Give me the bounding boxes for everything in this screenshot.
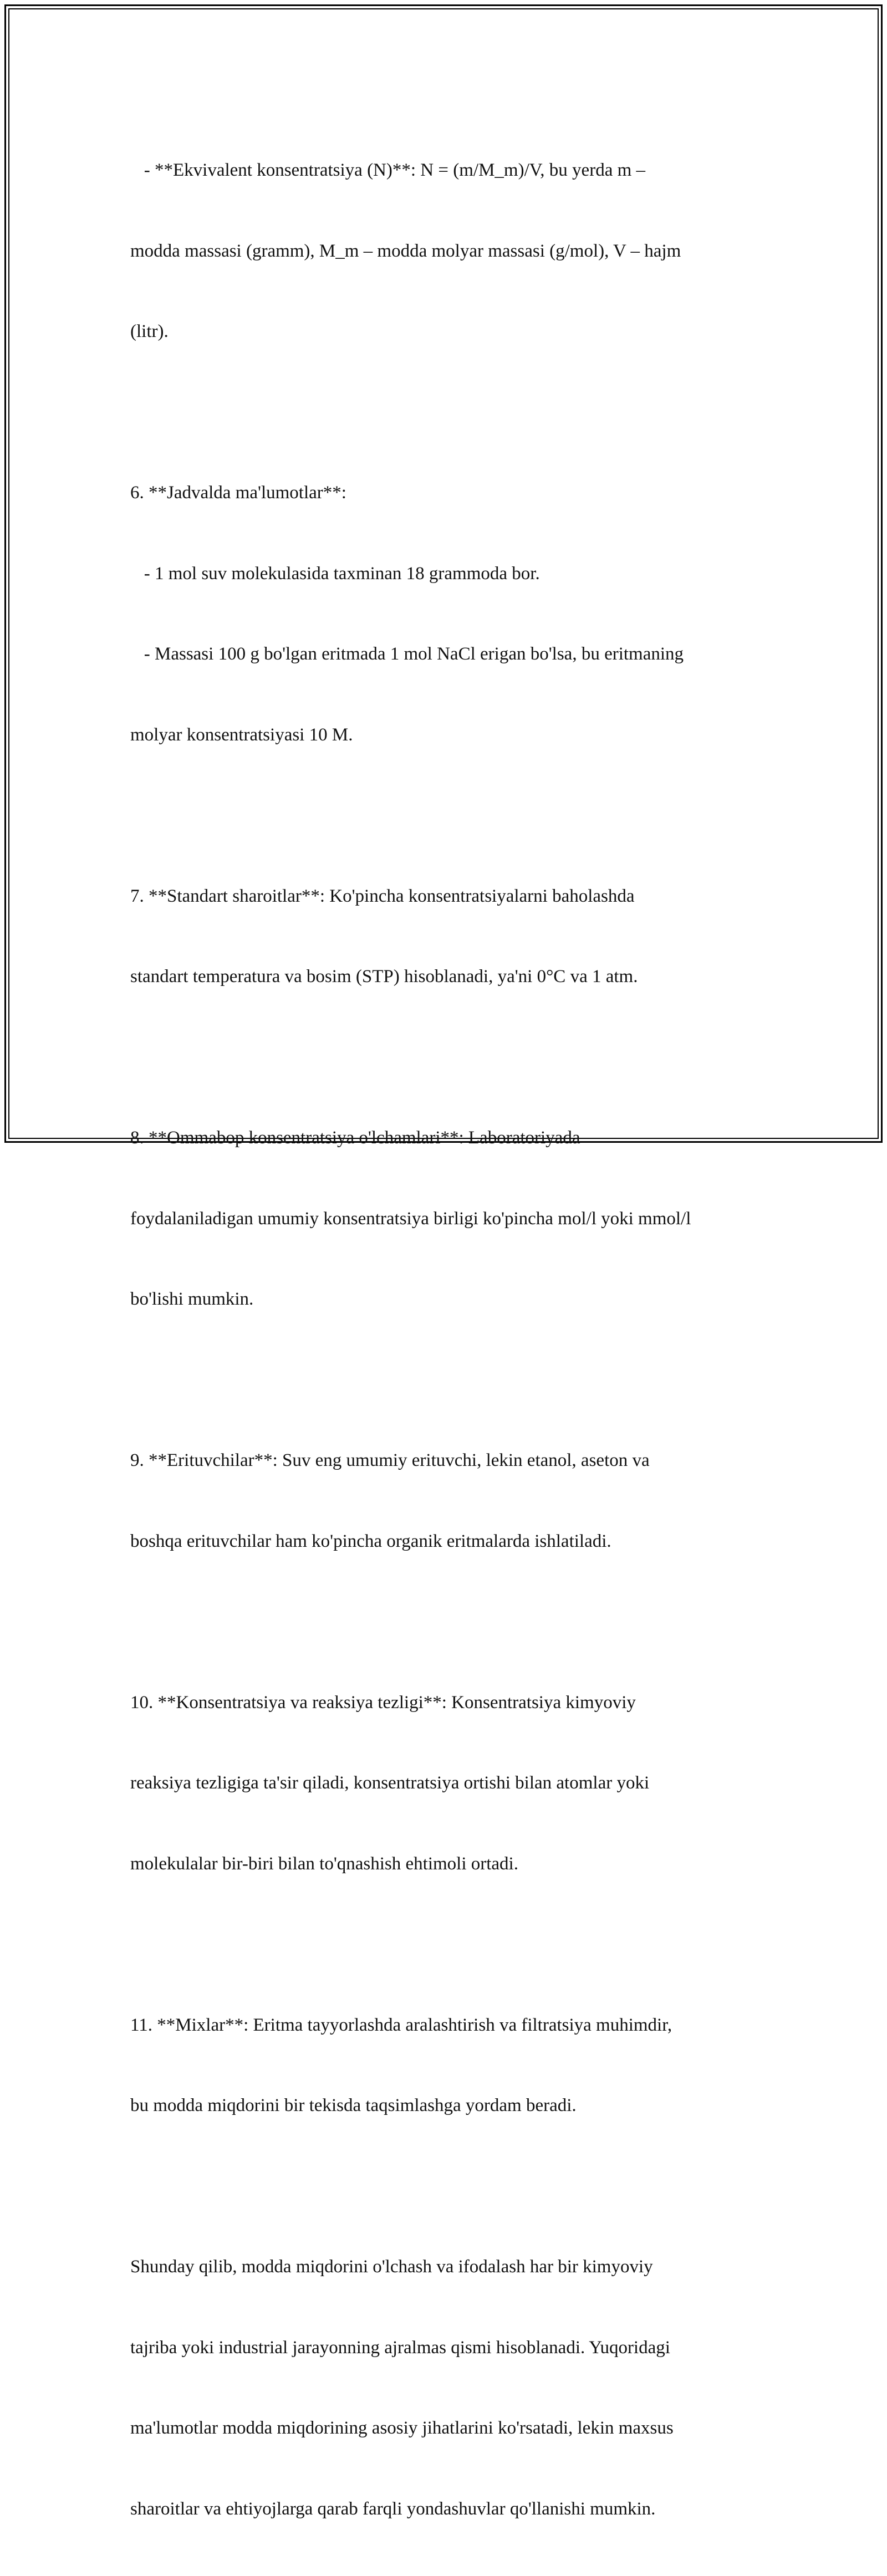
text-line: boshqa erituvchilar ham ko'pincha organik eritmalarda ishlatiladi.: [130, 1531, 611, 1551]
text-line: foydalaniladigan umumiy konsentratsiya birligi ko'pincha mol/l yoki mmol/l: [130, 1208, 691, 1229]
paragraph-mixing: [130, 1958, 757, 2173]
text-line: - **Ekvivalent konsentratsiya (N)**: N = (m/M_m)/V, bu yerda m –: [130, 160, 646, 180]
paragraph-equivalent-concentration: [130, 103, 757, 399]
text-line: - Massasi 100 g bo'lgan eritmada 1 mol NaCl erigan bo'lsa, bu eritmaning: [130, 644, 684, 664]
text-line: 9. **Erituvchilar**: Suv eng umumiy erituvchi, lekin etanol, aseton va: [130, 1450, 650, 1470]
text-line: - 1 mol suv molekulasida taxminan 18 grammoda bor.: [130, 563, 540, 584]
text-line: reaksiya tezligiga ta'sir qiladi, konsentratsiya ortishi bilan atomlar yoki: [130, 1773, 650, 1793]
paragraph-solvents: [130, 1393, 757, 1608]
paragraph-table-data: [130, 426, 757, 802]
text-line: 10. **Konsentratsiya va reaksiya tezligi**: Konsentratsiya kimyoviy: [130, 1692, 636, 1713]
text-line: molyar konsentratsiyasi 10 M.: [130, 724, 353, 745]
text-line: (litr).: [130, 321, 169, 341]
text-line: molekulalar bir-biri bilan to'qnashish ehtimoli ortadi.: [130, 1853, 518, 1874]
text-line: 11. **Mixlar**: Eritma tayyorlashda aralashtirish va filtratsiya muhimdir,: [130, 2015, 672, 2035]
text-line: sharoitlar va ehtiyojlarga qarab farqli yondashuvlar qo'llanishi mumkin.: [130, 2498, 656, 2519]
text-line: tajriba yoki industrial jarayonning ajralmas qismi hisoblanadi. Yuqoridagi: [130, 2337, 670, 2358]
text-line: 7. **Standart sharoitlar**: Ko'pincha konsentratsiyalarni baholashda: [130, 886, 635, 906]
text-line: 8. **Ommabop konsentratsiya o'lchamlari**: Laboratoriyada: [130, 1128, 580, 1148]
paragraph-concentration-units: [130, 1071, 757, 1367]
paragraph-standard-conditions: [130, 829, 757, 1044]
text-line: Shunday qilib, modda miqdorini o'lchash va ifodalash har bir kimyoviy: [130, 2257, 653, 2277]
paragraph-conclusion: [130, 2200, 757, 2576]
text-line: bo'lishi mumkin.: [130, 1289, 254, 1309]
paragraph-reaction-rate: [130, 1635, 757, 1931]
text-line: standart temperatura va bosim (STP) hisoblanadi, ya'ni 0°C va 1 atm.: [130, 967, 638, 987]
text-line: 6. **Jadvalda ma'lumotlar**:: [130, 483, 346, 503]
text-line: modda massasi (gramm), M_m – modda molyar massasi (g/mol), V – hajm: [130, 241, 681, 261]
text-line: ma'lumotlar modda miqdorining asosiy jihatlarini ko'rsatadi, lekin maxsus: [130, 2418, 674, 2438]
text-line: bu modda miqdorini bir tekisda taqsimlashga yordam beradi.: [130, 2095, 577, 2115]
document-body: [130, 103, 757, 2576]
